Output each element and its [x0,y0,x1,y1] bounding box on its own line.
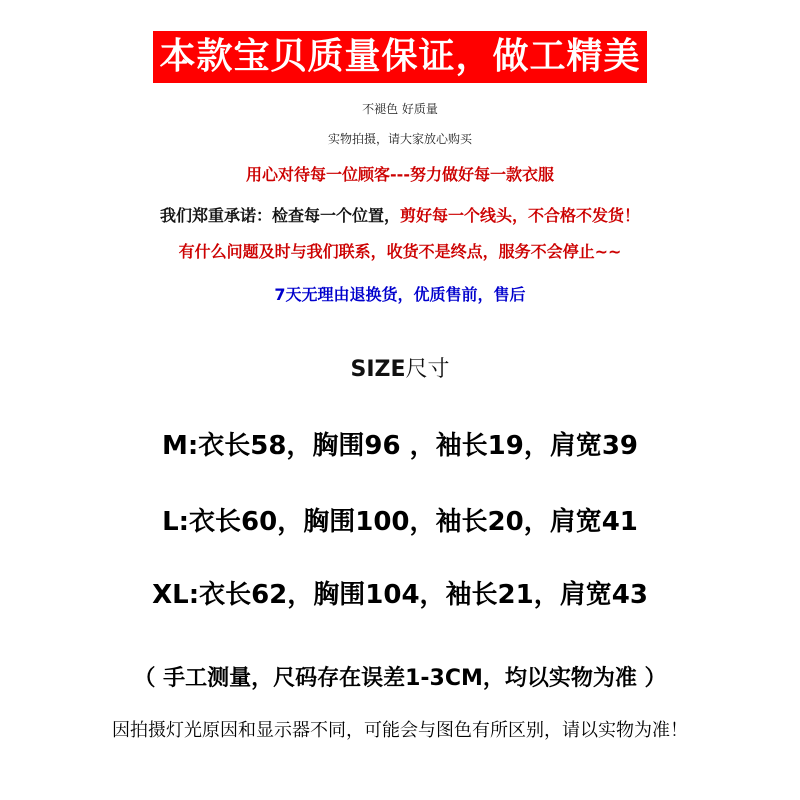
promise-line-2 [0,203,800,226]
color-disclaimer: 因拍摄灯光原因和显示器不同，可能会与图色有所区别，请以实物为准！ [112,720,688,741]
size-row-xl: XL:衣长62，胸围104，袖长21，肩宽43 [152,580,648,610]
quality-banner: 本款宝贝质量保证，做工精美 [153,31,646,83]
size-row-m: M:衣长58，胸围96 ，袖长19，肩宽39 [161,431,639,461]
measurement-note: （ 手工测量，尺码存在误差1-3CM，均以实物为准 ） [133,666,667,691]
no-fade-note: 不褪色 好质量 [362,102,438,116]
promise-line-1: 用心对待每一位顾客---努力做好每一款衣服 [246,165,554,184]
return-policy-line: 7天无理由退换货，优质售前，售后 [274,285,526,304]
size-title-prefix: SIZE [350,357,406,382]
promise-line-2-part-1: 我们郑重承诺：检查每一个位置， [159,206,400,225]
size-title-suffix: 尺寸 [405,357,450,382]
real-photo-note: 实物拍摄，请大家放心购买 [327,132,472,146]
size-title [0,352,800,383]
quality-banner-wrap [0,31,800,83]
promise-line-3: 有什么问题及时与我们联系，收货不是终点，服务不会停止~~ [178,242,622,261]
promise-line-2-part-2: 剪好每一个线头，不合格不发货！ [400,206,641,225]
size-row-l: L:衣长60，胸围100，袖长20，肩宽41 [162,507,638,537]
